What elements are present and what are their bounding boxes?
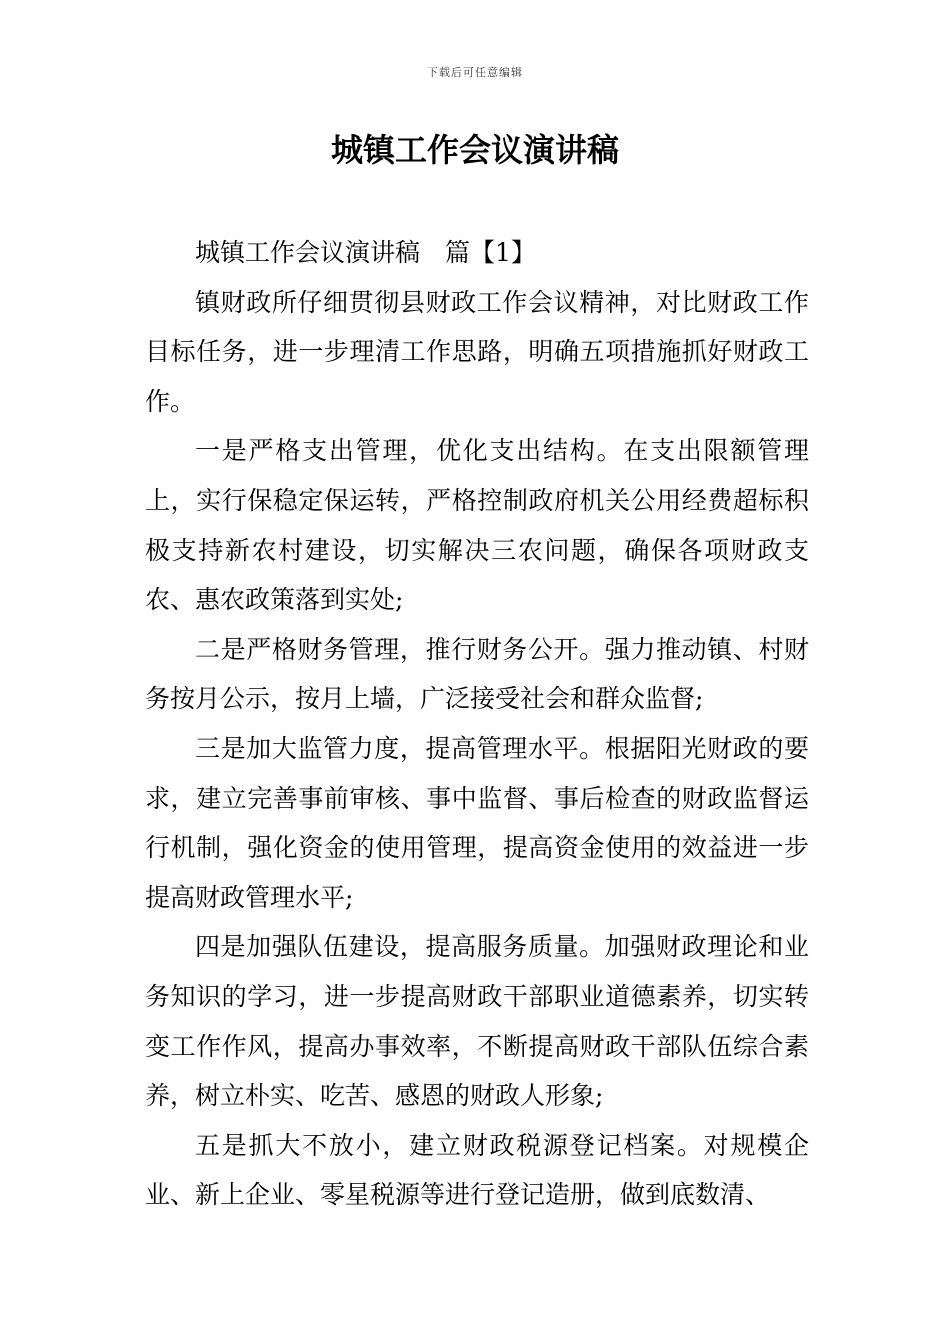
- paragraph-measure-4: 四是加强队伍建设，提高服务质量。加强财政理论和业务知识的学习，进一步提高财政干部职业道德素养，切实转变工作作风，提高办事效率，不断提高财政干部队伍综合素养，树立朴实、吃苦、感恩的财政人形象;: [145, 932, 809, 1111]
- paragraph-measure-5: 五是抓大不放小，建立财政税源登记档案。对规模企业、新上企业、零星税源等进行登记造册，做到底数清、: [145, 1130, 809, 1210]
- paragraph-measure-3: 三是加大监管力度，提高管理水平。根据阳光财政的要求，建立完善事前审核、事中监督、事后检查的财政监督运行机制，强化资金的使用管理，提高资金使用的效益进一步提高财政管理水平;: [145, 733, 809, 912]
- header-note: 下载后可任意编辑: [427, 66, 523, 79]
- paragraph-intro: 镇财政所仔细贯彻县财政工作会议精神，对比财政工作目标任务，进一步理清工作思路，明确五项措施抓好财政工作。: [145, 287, 809, 416]
- paragraph-measure-1: 一是严格支出管理，优化支出结构。在支出限额管理上，实行保稳定保运转，严格控制政府机关公用经费超标积极支持新农村建设，切实解决三农问题，确保各项财政支农、惠农政策落到实处;: [145, 436, 809, 615]
- document-body: [145, 228, 809, 1220]
- document-title: 城镇工作会议演讲稿: [330, 131, 619, 169]
- paragraph-measure-2: 二是严格财务管理，推行财务公开。强力推动镇、村财务按月公示，按月上墙，广泛接受社会和群众监督;: [145, 634, 809, 714]
- section-subtitle: 城镇工作会议演讲稿 篇【1】: [195, 238, 536, 267]
